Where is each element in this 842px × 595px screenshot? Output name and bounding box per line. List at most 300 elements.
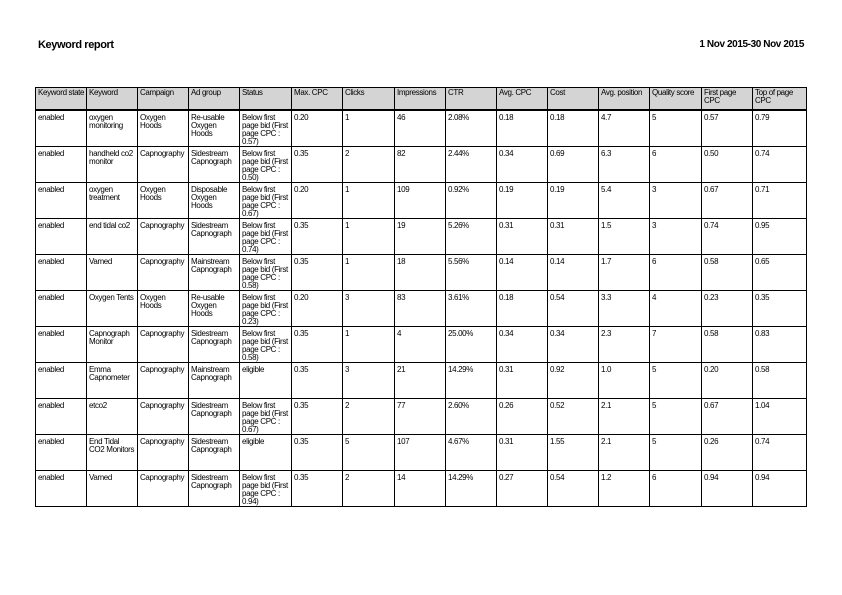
cell-ad-group (189, 147, 240, 183)
cell-max-cpc (292, 399, 343, 435)
cell-text: 0.35 (294, 473, 309, 482)
cell-clicks (343, 399, 395, 435)
cell-campaign (138, 147, 189, 183)
cell-text: 5 (652, 113, 657, 122)
cell-text: 3 (652, 221, 657, 230)
cell-text: 19 (397, 221, 406, 230)
cell-text: 5.4 (601, 185, 612, 194)
table-row (36, 147, 807, 183)
cell-text: 0.65 (755, 257, 770, 266)
cell-ctr (446, 147, 497, 183)
table-row (36, 255, 807, 291)
cell-text: 3 (652, 185, 657, 194)
cell-text: 4 (652, 293, 657, 302)
cell-text: 5 (652, 401, 657, 410)
cell-text: 3.3 (601, 293, 612, 302)
cell-max-cpc (292, 110, 343, 147)
cell-keyword-state (36, 327, 87, 363)
cell-first-page-cpc (702, 435, 753, 471)
cell-text: 6 (652, 473, 657, 482)
cell-text: 3.61% (448, 293, 469, 302)
cell-text: 0.19 (499, 185, 514, 194)
column-header-top-of-page-cpc: Top of page CPC (753, 88, 807, 111)
cell-keyword (87, 255, 138, 291)
cell-ctr (446, 183, 497, 219)
column-header-clicks: Clicks (343, 88, 395, 111)
cell-status (240, 435, 292, 471)
cell-status (240, 291, 292, 327)
cell-avg-position (599, 471, 650, 507)
cell-text: 0.20 (704, 365, 719, 374)
cell-text: 1 (345, 257, 350, 266)
cell-text: 0.92% (448, 185, 469, 194)
cell-first-page-cpc (702, 147, 753, 183)
cell-text: 0.54 (550, 293, 565, 302)
cell-top-of-page-cpc (753, 255, 807, 291)
cell-impressions (395, 291, 446, 327)
cell-first-page-cpc (702, 110, 753, 147)
cell-ctr (446, 255, 497, 291)
cell-impressions (395, 219, 446, 255)
cell-text: enabled (38, 473, 65, 482)
cell-text: 0.67 (704, 185, 719, 194)
cell-text: 0.14 (499, 257, 514, 266)
cell-top-of-page-cpc (753, 219, 807, 255)
cell-avg-position (599, 327, 650, 363)
cell-impressions (395, 435, 446, 471)
cell-impressions (395, 363, 446, 399)
cell-avg-cpc (497, 327, 548, 363)
cell-text: 0.94 (704, 473, 719, 482)
cell-top-of-page-cpc (753, 183, 807, 219)
table-row (36, 110, 807, 147)
cell-quality-score (650, 183, 702, 219)
cell-text: 21 (397, 365, 406, 374)
cell-text: 0.26 (704, 437, 719, 446)
cell-ad-group (189, 363, 240, 399)
table-header-row (36, 88, 807, 111)
cell-text: 0.58 (704, 257, 719, 266)
cell-avg-cpc (497, 110, 548, 147)
cell-text: 0.34 (499, 149, 514, 158)
cell-text: 82 (397, 149, 406, 158)
cell-text: 0.57 (704, 113, 719, 122)
cell-text: 5.26% (448, 221, 469, 230)
cell-text: 0.31 (499, 437, 514, 446)
cell-status (240, 471, 292, 507)
cell-text: oxygen monitoring (89, 113, 123, 130)
table-row (36, 435, 807, 471)
cell-top-of-page-cpc (753, 147, 807, 183)
cell-text: 5.56% (448, 257, 469, 266)
cell-text: 46 (397, 113, 406, 122)
cell-campaign (138, 110, 189, 147)
column-header-quality-score: Quality score (650, 88, 702, 111)
cell-text: etco2 (89, 401, 107, 410)
cell-text: Sidestream Capnograph (191, 221, 232, 238)
cell-avg-cpc (497, 471, 548, 507)
cell-text: 0.31 (499, 365, 514, 374)
cell-text: Oxygen Tents (89, 293, 134, 302)
column-header-campaign: Campaign (138, 88, 189, 111)
cell-campaign (138, 327, 189, 363)
cell-first-page-cpc (702, 399, 753, 435)
cell-max-cpc (292, 435, 343, 471)
cell-text: Oxygen Hoods (140, 185, 166, 202)
cell-ctr (446, 399, 497, 435)
column-header-avg-cpc: Avg. CPC (497, 88, 548, 111)
cell-avg-position (599, 255, 650, 291)
column-header-keyword: Keyword (87, 88, 138, 111)
cell-text: 14.29% (448, 473, 474, 482)
cell-keyword-state (36, 183, 87, 219)
report-date-range: 1 Nov 2015-30 Nov 2015 (699, 39, 804, 50)
cell-text: 3 (345, 365, 350, 374)
cell-impressions (395, 327, 446, 363)
cell-ad-group (189, 183, 240, 219)
cell-text: 2 (345, 149, 350, 158)
cell-text: 1 (345, 113, 350, 122)
cell-text: Vamed (89, 257, 113, 266)
cell-keyword-state (36, 435, 87, 471)
cell-text: 2.1 (601, 401, 612, 410)
column-header-ad-group: Ad group (189, 88, 240, 111)
cell-text: Below first page bid (First page CPC : 0.67) (242, 185, 288, 218)
cell-text: 0.18 (499, 293, 514, 302)
cell-campaign (138, 255, 189, 291)
table-row (36, 471, 807, 507)
cell-impressions (395, 110, 446, 147)
cell-campaign (138, 471, 189, 507)
cell-text: 2 (345, 473, 350, 482)
cell-campaign (138, 399, 189, 435)
cell-text: 0.20 (294, 185, 309, 194)
table-row (36, 291, 807, 327)
cell-text: 0.83 (755, 329, 770, 338)
cell-max-cpc (292, 291, 343, 327)
cell-status (240, 183, 292, 219)
cell-text: 1 (345, 185, 350, 194)
cell-campaign (138, 291, 189, 327)
cell-top-of-page-cpc (753, 471, 807, 507)
cell-campaign (138, 363, 189, 399)
cell-keyword-state (36, 291, 87, 327)
cell-clicks (343, 219, 395, 255)
cell-text: Re-usable Oxygen Hoods (191, 113, 225, 138)
cell-text: 6 (652, 149, 657, 158)
cell-text: Capnography (140, 257, 185, 266)
cell-cost (548, 147, 599, 183)
cell-ctr (446, 219, 497, 255)
cell-text: 0.74 (755, 437, 770, 446)
table-row (36, 399, 807, 435)
cell-quality-score (650, 399, 702, 435)
cell-text: enabled (38, 437, 65, 446)
cell-text: 4.7 (601, 113, 612, 122)
cell-text: 77 (397, 401, 406, 410)
cell-ctr (446, 435, 497, 471)
cell-keyword-state (36, 399, 87, 435)
cell-text: 0.23 (704, 293, 719, 302)
cell-text: Re-usable Oxygen Hoods (191, 293, 225, 318)
cell-avg-cpc (497, 255, 548, 291)
cell-text: 0.31 (499, 221, 514, 230)
cell-text: Sidestream Capnograph (191, 473, 232, 490)
cell-keyword-state (36, 471, 87, 507)
cell-impressions (395, 147, 446, 183)
cell-text: 107 (397, 437, 410, 446)
cell-keyword-state (36, 147, 87, 183)
cell-text: Below first page bid (First page CPC : 0.23) (242, 293, 288, 326)
cell-avg-cpc (497, 399, 548, 435)
cell-quality-score (650, 147, 702, 183)
cell-keyword-state (36, 255, 87, 291)
cell-clicks (343, 327, 395, 363)
cell-text: Below first page bid (First page CPC : 0.58) (242, 329, 288, 362)
cell-text: 0.35 (294, 401, 309, 410)
cell-text: 0.34 (550, 329, 565, 338)
cell-keyword (87, 291, 138, 327)
cell-text: End Tidal CO2 Monitors (89, 437, 135, 454)
cell-text: Capnograph Monitor (89, 329, 130, 346)
cell-max-cpc (292, 147, 343, 183)
cell-avg-cpc (497, 219, 548, 255)
cell-keyword-state (36, 363, 87, 399)
report-title: Keyword report (38, 39, 114, 51)
cell-text: eligible (242, 365, 265, 374)
cell-text: Sidestream Capnograph (191, 329, 232, 346)
cell-text: 2 (345, 401, 350, 410)
cell-text: 5 (652, 365, 657, 374)
cell-avg-cpc (497, 435, 548, 471)
cell-text: 0.58 (704, 329, 719, 338)
cell-text: Capnography (140, 473, 185, 482)
cell-text: Below first page bid (First page CPC : 0.58) (242, 257, 288, 290)
cell-text: Capnography (140, 221, 185, 230)
cell-keyword (87, 435, 138, 471)
cell-text: Capnography (140, 149, 185, 158)
cell-avg-position (599, 435, 650, 471)
cell-text: Below first page bid (First page CPC : 0.67) (242, 401, 288, 434)
cell-text: 0.94 (755, 473, 770, 482)
cell-clicks (343, 110, 395, 147)
cell-text: Below first page bid (First page CPC : 0.74) (242, 221, 288, 254)
cell-status (240, 219, 292, 255)
cell-keyword (87, 147, 138, 183)
cell-cost (548, 471, 599, 507)
cell-clicks (343, 147, 395, 183)
cell-text: 0.27 (499, 473, 514, 482)
cell-text: 6.3 (601, 149, 612, 158)
cell-first-page-cpc (702, 471, 753, 507)
cell-text: 4 (397, 329, 402, 338)
cell-text: 0.35 (294, 437, 309, 446)
cell-text: Oxygen Hoods (140, 113, 166, 130)
cell-avg-cpc (497, 291, 548, 327)
cell-impressions (395, 471, 446, 507)
cell-text: 0.95 (755, 221, 770, 230)
cell-clicks (343, 291, 395, 327)
cell-status (240, 255, 292, 291)
cell-text: 1.55 (550, 437, 565, 446)
cell-status (240, 363, 292, 399)
table-row (36, 219, 807, 255)
cell-text: end tidal co2 (89, 221, 130, 230)
cell-keyword (87, 363, 138, 399)
cell-keyword (87, 399, 138, 435)
cell-clicks (343, 255, 395, 291)
cell-text: 6 (652, 257, 657, 266)
cell-text: 0.18 (499, 113, 514, 122)
cell-text: 0.74 (704, 221, 719, 230)
cell-text: enabled (38, 221, 65, 230)
column-header-avg-position: Avg. position (599, 88, 650, 111)
cell-avg-position (599, 399, 650, 435)
table-row (36, 363, 807, 399)
cell-text: Sidestream Capnograph (191, 401, 232, 418)
cell-text: 0.18 (550, 113, 565, 122)
cell-top-of-page-cpc (753, 363, 807, 399)
cell-text: Mainstream Capnograph (191, 257, 232, 274)
cell-text: Sidestream Capnograph (191, 437, 232, 454)
cell-keyword (87, 110, 138, 147)
cell-text: Below first page bid (First page CPC : 0.94) (242, 473, 288, 506)
cell-text: 0.20 (294, 293, 309, 302)
cell-text: 0.58 (755, 365, 770, 374)
cell-quality-score (650, 291, 702, 327)
table-row (36, 327, 807, 363)
cell-text: 0.19 (550, 185, 565, 194)
cell-text: 0.74 (755, 149, 770, 158)
cell-text: 25.00% (448, 329, 474, 338)
cell-clicks (343, 471, 395, 507)
cell-text: 0.35 (294, 257, 309, 266)
cell-max-cpc (292, 363, 343, 399)
cell-text: 0.35 (755, 293, 770, 302)
cell-keyword (87, 471, 138, 507)
column-header-impressions: Impressions (395, 88, 446, 111)
cell-avg-position (599, 291, 650, 327)
cell-text: 1.0 (601, 365, 612, 374)
cell-text: 109 (397, 185, 410, 194)
cell-avg-position (599, 110, 650, 147)
cell-ctr (446, 471, 497, 507)
cell-text: 1 (345, 329, 350, 338)
cell-ctr (446, 363, 497, 399)
cell-text: enabled (38, 149, 65, 158)
cell-cost (548, 255, 599, 291)
cell-max-cpc (292, 183, 343, 219)
cell-campaign (138, 183, 189, 219)
cell-text: 2.1 (601, 437, 612, 446)
cell-ad-group (189, 255, 240, 291)
cell-campaign (138, 219, 189, 255)
cell-text: 0.79 (755, 113, 770, 122)
cell-cost (548, 363, 599, 399)
cell-text: enabled (38, 257, 65, 266)
cell-text: 0.34 (499, 329, 514, 338)
cell-ad-group (189, 110, 240, 147)
cell-text: enabled (38, 401, 65, 410)
cell-avg-cpc (497, 147, 548, 183)
cell-text: 83 (397, 293, 406, 302)
cell-text: enabled (38, 365, 65, 374)
cell-ctr (446, 327, 497, 363)
cell-quality-score (650, 110, 702, 147)
cell-text: 0.69 (550, 149, 565, 158)
cell-cost (548, 183, 599, 219)
cell-text: 0.20 (294, 113, 309, 122)
cell-quality-score (650, 327, 702, 363)
cell-text: 2.60% (448, 401, 469, 410)
cell-text: 14 (397, 473, 406, 482)
cell-text: Capnography (140, 437, 185, 446)
cell-text: Sidestream Capnograph (191, 149, 232, 166)
cell-avg-position (599, 363, 650, 399)
cell-status (240, 147, 292, 183)
cell-text: 1.2 (601, 473, 612, 482)
cell-max-cpc (292, 255, 343, 291)
cell-clicks (343, 363, 395, 399)
cell-text: Emma Capnometer (89, 365, 130, 382)
cell-ad-group (189, 327, 240, 363)
cell-cost (548, 219, 599, 255)
cell-text: 0.67 (704, 401, 719, 410)
cell-ad-group (189, 219, 240, 255)
cell-text: 3 (345, 293, 350, 302)
cell-text: Capnography (140, 401, 185, 410)
cell-text: 1.5 (601, 221, 612, 230)
cell-clicks (343, 435, 395, 471)
cell-text: 2.44% (448, 149, 469, 158)
cell-ad-group (189, 399, 240, 435)
cell-first-page-cpc (702, 255, 753, 291)
cell-text: Mainstream Capnograph (191, 365, 232, 382)
cell-clicks (343, 183, 395, 219)
cell-ad-group (189, 435, 240, 471)
cell-text: 0.31 (550, 221, 565, 230)
cell-top-of-page-cpc (753, 110, 807, 147)
cell-first-page-cpc (702, 291, 753, 327)
cell-quality-score (650, 471, 702, 507)
cell-text: 14.29% (448, 365, 474, 374)
cell-text: enabled (38, 185, 65, 194)
cell-text: 0.26 (499, 401, 514, 410)
cell-top-of-page-cpc (753, 399, 807, 435)
cell-text: Vamed (89, 473, 113, 482)
cell-top-of-page-cpc (753, 435, 807, 471)
cell-text: 4.67% (448, 437, 469, 446)
cell-cost (548, 399, 599, 435)
cell-keyword-state (36, 219, 87, 255)
cell-impressions (395, 183, 446, 219)
cell-ad-group (189, 471, 240, 507)
cell-avg-position (599, 147, 650, 183)
cell-text: 0.71 (755, 185, 770, 194)
cell-cost (548, 291, 599, 327)
cell-first-page-cpc (702, 327, 753, 363)
cell-cost (548, 327, 599, 363)
cell-status (240, 327, 292, 363)
cell-ctr (446, 291, 497, 327)
cell-text: 0.35 (294, 365, 309, 374)
column-header-first-page-cpc: First page CPC (702, 88, 753, 111)
cell-text: 0.92 (550, 365, 565, 374)
cell-status (240, 110, 292, 147)
cell-text: 0.35 (294, 329, 309, 338)
cell-cost (548, 435, 599, 471)
cell-text: oxygen treatment (89, 185, 120, 202)
